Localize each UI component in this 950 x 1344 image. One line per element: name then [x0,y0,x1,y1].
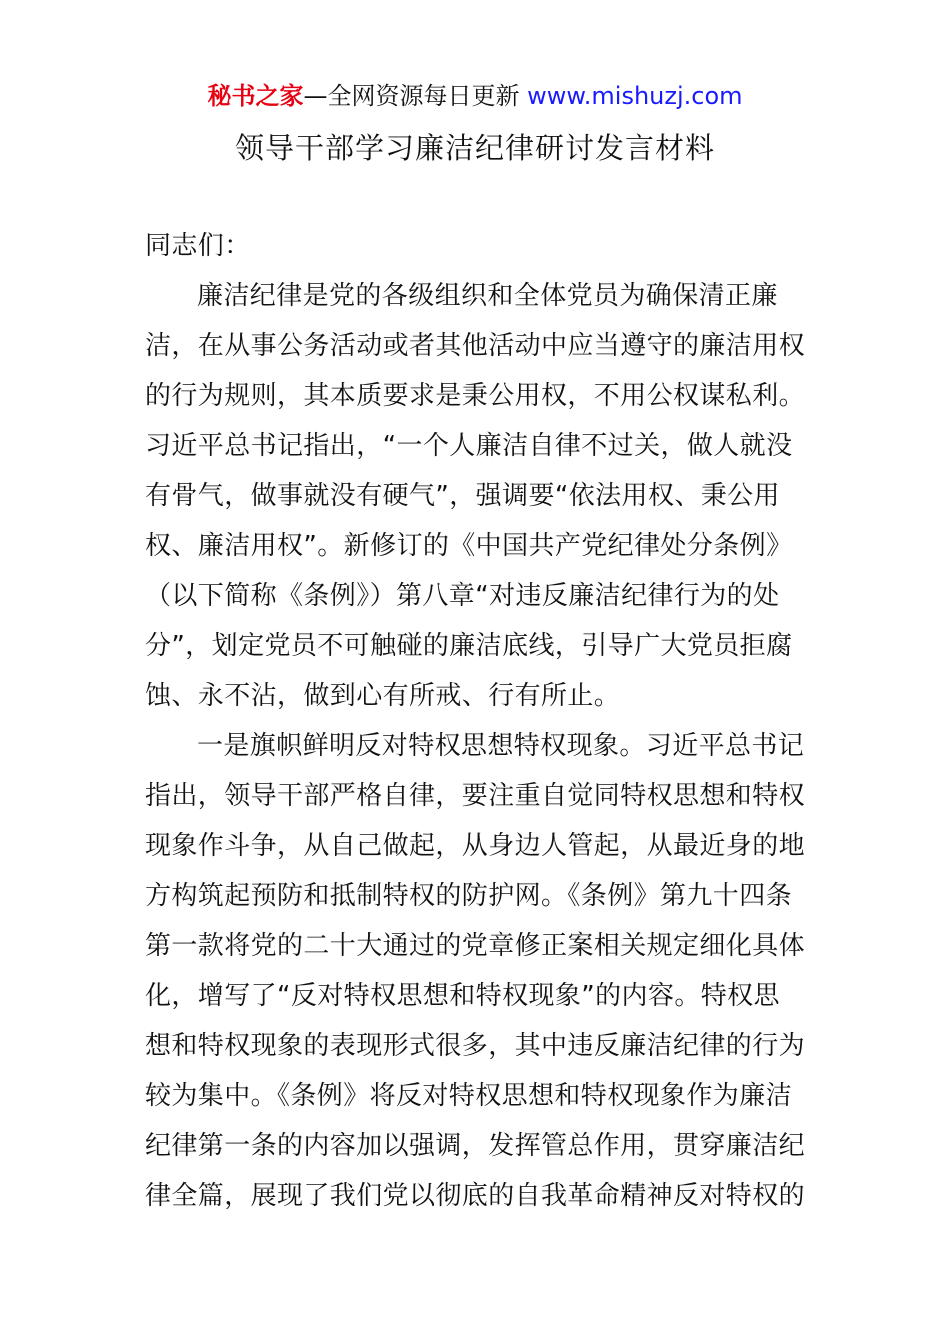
paragraph-line: 纪律第一条的内容加以强调，发挥管总作用，贯穿廉洁纪 [145,1131,806,1161]
paragraph-line: 想和特权现象的表现形式很多，其中违反廉洁纪律的行为 [145,1031,806,1061]
paragraph-line: 指出，领导干部严格自律，要注重自觉同特权思想和特权 [145,781,806,811]
paragraph-line: 较为集中。《条例》将反对特权思想和特权现象作为廉洁 [145,1081,793,1111]
paragraph-line: 方构筑起预防和抵制特权的防护网。《条例》第九十四条 [145,881,793,911]
paragraph-line: 权、廉洁用权”。新修订的《中国共产党纪律处分条例》 [145,531,793,561]
paragraph-line: 蚀、永不沾，做到心有所戒、行有所止。 [145,681,621,711]
paragraph-line: （以下简称《条例》）第八章“对违反廉洁纪律行为的处 [145,581,780,611]
paragraph-line: 一是旗帜鲜明反对特权思想特权现象。习近平总书记 [197,731,805,761]
site-brand: 秘书之家 [207,82,304,110]
paragraph-line: 廉洁纪律是党的各级组织和全体党员为确保清正廉 [197,281,778,311]
paragraph-line: 现象作斗争，从自己做起，从身边人管起，从最近身的地 [145,831,806,861]
paragraph-line: 分”，划定党员不可触碰的廉洁底线，引导广大党员拒腐 [145,631,793,661]
paragraph-line: 第一款将党的二十大通过的党章修正案相关规定细化具体 [145,931,806,961]
site-slogan: —全网资源每日更新 [303,82,528,110]
paragraph-line: 洁，在从事公务活动或者其他活动中应当遵守的廉洁用权 [145,331,806,361]
paragraph-line: 的行为规则，其本质要求是秉公用权，不用公权谋私利。 [145,381,806,411]
document-title: 领导干部学习廉洁纪律研讨发言材料 [234,131,715,165]
salutation: 同志们： [145,231,251,261]
paragraph-line: 化，增写了“反对特权思想和特权现象”的内容。特权思 [145,981,780,1011]
paragraph-line: 律全篇，展现了我们党以彻底的自我革命精神反对特权的 [145,1181,806,1211]
document-body [145,221,807,1221]
site-header [0,80,950,112]
paragraph-line: 习近平总书记指出，“一个人廉洁自律不过关，做人就没 [145,431,793,461]
paragraph-line: 有骨气，做事就没有硬气”，强调要“依法用权、秉公用 [145,481,780,511]
site-url-link[interactable]: www.mishuzj.com [527,82,743,110]
